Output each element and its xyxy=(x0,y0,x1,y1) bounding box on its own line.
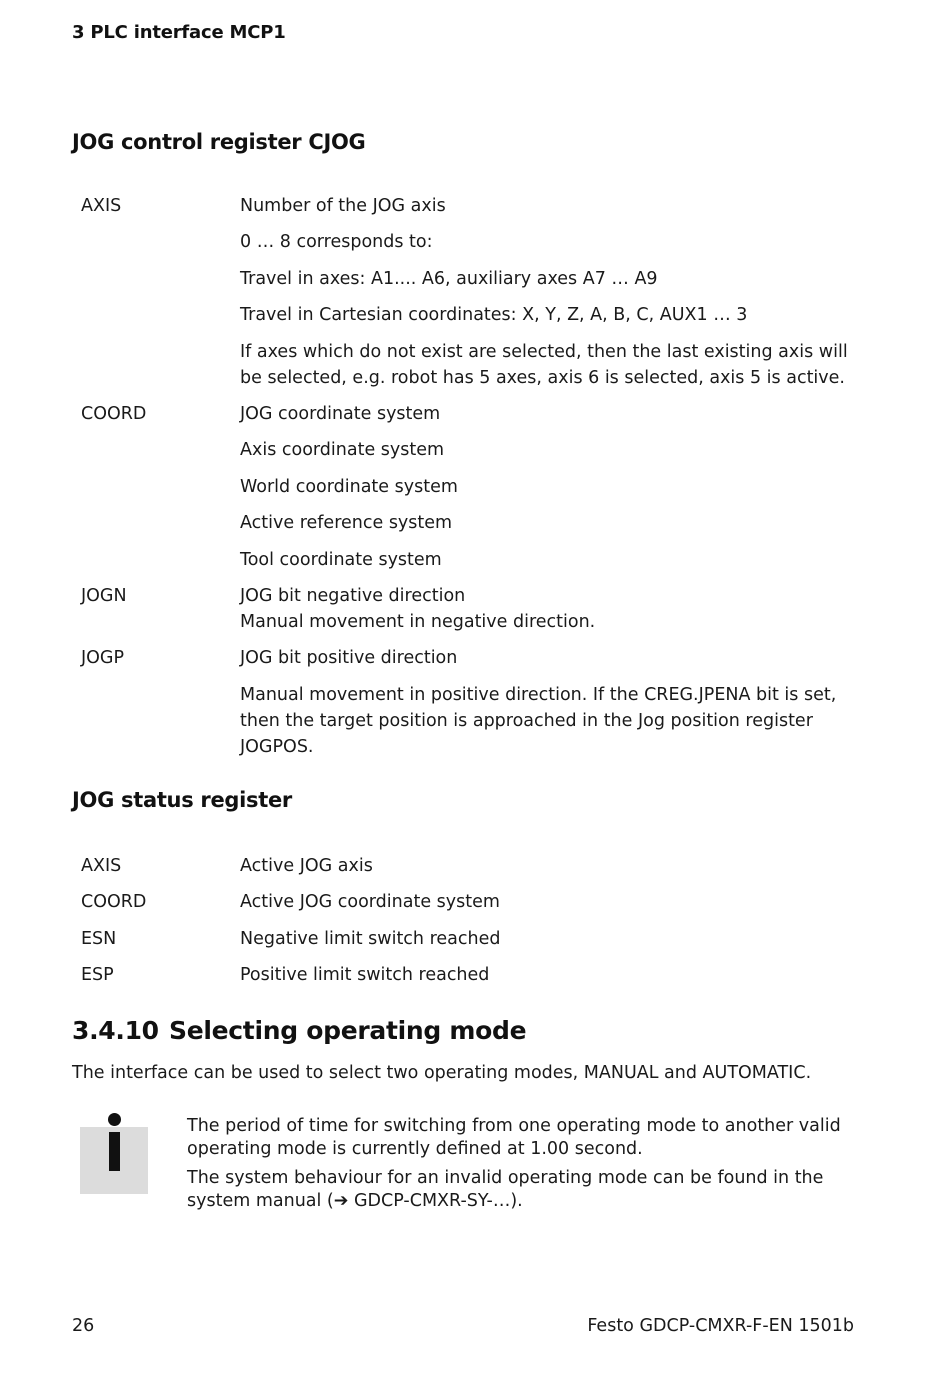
page-number: 26 xyxy=(72,1316,95,1336)
jog-control-heading: JOG control register CJOG xyxy=(72,130,366,154)
register-description: Axis coordinate system xyxy=(240,440,445,461)
register-name xyxy=(81,437,240,463)
register-description: JOG bit positive direction xyxy=(240,648,458,669)
document-id: Festo GDCP-CMXR-F-EN 1501b xyxy=(587,1316,854,1336)
register-name xyxy=(81,510,240,536)
table-row xyxy=(81,339,861,391)
register-name: AXIS xyxy=(81,856,122,876)
info-icon-stem xyxy=(109,1132,120,1171)
table-row xyxy=(81,302,861,328)
register-description: JOG bit negative direction Manual movement in negative direction. xyxy=(240,585,596,632)
note-paragraph: The period of time for switching from one operating mode to another valid operating mode is currently defined at 1.00 second. xyxy=(187,1116,841,1159)
register-name xyxy=(81,229,240,255)
table-row xyxy=(81,645,861,671)
register-name xyxy=(81,266,240,292)
table-row xyxy=(81,926,861,952)
running-header: 3 PLC interface MCP1 xyxy=(72,22,286,43)
table-row xyxy=(81,229,861,255)
register-description: World coordinate system xyxy=(240,476,458,497)
section-title: Selecting operating mode xyxy=(169,1016,527,1045)
table-row xyxy=(81,682,861,760)
note xyxy=(187,1115,877,1213)
register-description: Active JOG coordinate system xyxy=(240,892,500,913)
register-description: Positive limit switch reached xyxy=(240,965,490,986)
register-name: ESP xyxy=(81,965,114,986)
register-name: COORD xyxy=(81,892,147,913)
info-icon-dot xyxy=(108,1113,121,1126)
table-row xyxy=(81,547,861,573)
table-row xyxy=(81,266,861,292)
section-heading xyxy=(72,1016,526,1045)
table-row xyxy=(81,583,861,635)
register-description: JOG coordinate system xyxy=(240,403,441,424)
register-name xyxy=(81,339,240,391)
register-name: AXIS xyxy=(81,196,122,216)
jog-status-table xyxy=(81,853,861,999)
register-description: Number of the JOG axis xyxy=(240,196,446,216)
register-description: Manual movement in positive direction. If the CREG.JPENA bit is set, then the target position is approached in the Jog position register JOGPOS. xyxy=(240,684,837,757)
register-name: JOGN xyxy=(81,585,127,606)
note-paragraph: The system behaviour for an invalid operating mode can be found in the system manual (➔ GDCP-CMXR-SY-…). xyxy=(187,1168,824,1211)
register-description: Travel in axes: A1.... A6, auxiliary axes A7 … A9 xyxy=(240,268,658,289)
register-description: Travel in Cartesian coordinates: X, Y, Z, A, B, C, AUX1 … 3 xyxy=(240,305,748,326)
register-name: ESN xyxy=(81,928,117,949)
jog-control-table xyxy=(81,193,861,770)
table-row xyxy=(81,510,861,536)
table-row xyxy=(81,474,861,500)
table-row xyxy=(81,962,861,988)
table-row xyxy=(81,853,861,879)
register-name xyxy=(81,547,240,573)
info-icon xyxy=(80,1127,148,1194)
register-name: COORD xyxy=(81,403,147,424)
table-row xyxy=(81,193,861,219)
table-row xyxy=(81,889,861,915)
register-description: Negative limit switch reached xyxy=(240,928,501,949)
register-name: JOGP xyxy=(81,648,125,669)
table-row xyxy=(81,401,861,427)
register-description: Active JOG axis xyxy=(240,856,373,876)
register-description: If axes which do not exist are selected, then the last existing axis will be selected, e.g. robot has 5 axes, axis 6 is selected, axis 5 is active. xyxy=(240,341,848,388)
register-description: Tool coordinate system xyxy=(240,549,442,570)
table-row xyxy=(81,437,861,463)
section-number: 3.4.10 xyxy=(72,1016,159,1045)
section-intro: The interface can be used to select two operating modes, MANUAL and AUTOMATIC. xyxy=(72,1063,812,1083)
jog-status-heading: JOG status register xyxy=(72,788,292,812)
register-name xyxy=(81,474,240,500)
register-description: Active reference system xyxy=(240,513,453,534)
register-name xyxy=(81,302,240,328)
register-description: 0 … 8 corresponds to: xyxy=(240,232,433,253)
register-name xyxy=(81,682,240,760)
